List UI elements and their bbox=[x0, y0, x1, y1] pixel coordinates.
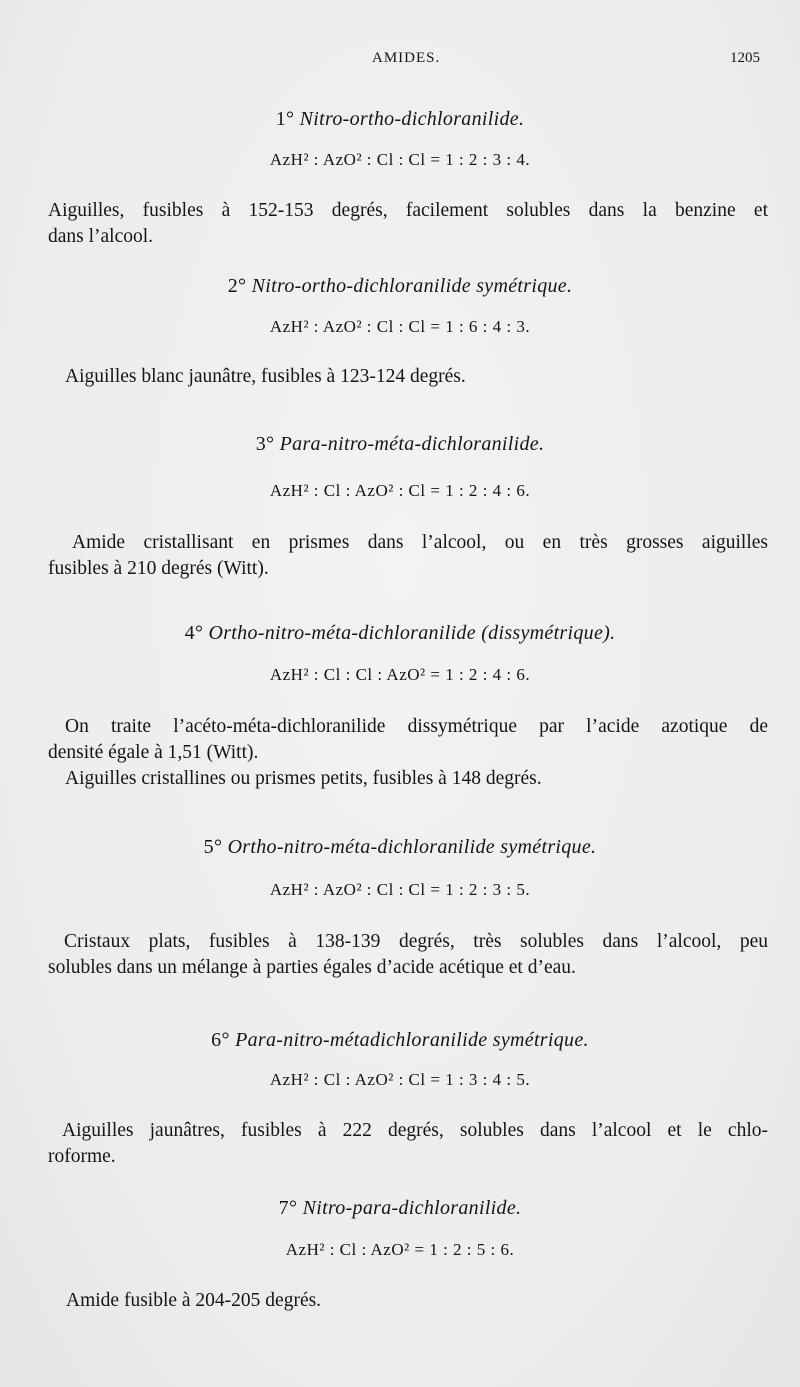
section-number: 4° bbox=[184, 622, 204, 644]
section-paragraph bbox=[48, 530, 768, 582]
paragraph-line: densité égale à 1,51 (Witt). bbox=[48, 742, 259, 763]
section-paragraph bbox=[48, 1118, 768, 1170]
section-name: Nitro-ortho-dichloranilide symétrique. bbox=[251, 275, 573, 297]
running-head bbox=[0, 50, 800, 72]
section-name: Para-nitro-métadichloranilide symétrique. bbox=[235, 1029, 589, 1051]
paragraph-line: On traite l’acéto-méta-dichloranilide dissymétrique par l’acide azotique de bbox=[65, 716, 768, 737]
paragraph-line: Aiguilles jaunâtres, fusibles à 222 degrés, solubles dans l’alcool et le chlo- bbox=[62, 1120, 768, 1141]
paragraph-line: roforme. bbox=[48, 1146, 116, 1167]
section-name: Nitro-para-dichloranilide. bbox=[302, 1197, 522, 1219]
section-heading bbox=[0, 622, 800, 645]
section-formula: AzH² : Cl : AzO² : Cl = 1 : 3 : 4 : 5. bbox=[269, 1070, 531, 1089]
section-paragraph bbox=[48, 714, 768, 766]
section-formula: AzH² : AzO² : Cl : Cl = 1 : 6 : 4 : 3. bbox=[269, 317, 531, 336]
section-heading bbox=[0, 1029, 800, 1052]
paragraph-line: Aiguilles cristallines ou prismes petits, fusibles à 148 degrés. bbox=[65, 768, 542, 789]
section-heading bbox=[0, 836, 800, 859]
section-name: Para-nitro-méta-dichloranilide. bbox=[279, 433, 545, 455]
section-heading bbox=[0, 275, 800, 298]
section-paragraph bbox=[48, 1288, 768, 1314]
section-formula: AzH² : AzO² : Cl : Cl = 1 : 2 : 3 : 5. bbox=[269, 880, 531, 899]
section-paragraph bbox=[48, 198, 768, 250]
section-name: Ortho-nitro-méta-dichloranilide symétrique. bbox=[227, 836, 597, 858]
paragraph-line: fusibles à 210 degrés (Witt). bbox=[48, 558, 269, 579]
paragraph-line: Aiguilles blanc jaunâtre, fusibles à 123-124 degrés. bbox=[65, 366, 466, 387]
paragraph-line: Cristaux plats, fusibles à 138-139 degrés, très solubles dans l’alcool, peu bbox=[64, 931, 768, 952]
paragraph-line: dans l’alcool. bbox=[48, 226, 154, 247]
section-formula: AzH² : Cl : AzO² = 1 : 2 : 5 : 6. bbox=[285, 1240, 515, 1259]
section-number: 5° bbox=[203, 836, 223, 858]
section-paragraph bbox=[48, 766, 768, 792]
paragraph-line: solubles dans un mélange à parties égales d’acide acétique et d’eau. bbox=[48, 957, 576, 978]
section-number: 7° bbox=[278, 1197, 298, 1219]
section-paragraph bbox=[48, 364, 768, 390]
section-number: 3° bbox=[255, 433, 275, 455]
page-number: 1205 bbox=[730, 50, 760, 66]
section-paragraph bbox=[48, 929, 768, 981]
section-formula: AzH² : AzO² : Cl : Cl = 1 : 2 : 3 : 4. bbox=[269, 150, 531, 169]
paragraph-line: Amide fusible à 204-205 degrés. bbox=[66, 1290, 322, 1311]
section-heading bbox=[0, 433, 800, 456]
section-formula: AzH² : Cl : Cl : AzO² = 1 : 2 : 4 : 6. bbox=[269, 665, 531, 684]
section-heading bbox=[0, 108, 800, 131]
section-number: 2° bbox=[227, 275, 247, 297]
section-number: 1° bbox=[275, 108, 295, 130]
running-title: AMIDES. bbox=[372, 50, 441, 66]
paragraph-line: Aiguilles, fusibles à 152-153 degrés, facilement solubles dans la benzine et bbox=[48, 200, 768, 221]
paragraph-line: Amide cristallisant en prismes dans l’alcool, ou en très grosses aiguilles bbox=[72, 532, 768, 553]
section-number: 6° bbox=[211, 1029, 230, 1051]
section-name: Nitro-ortho-dichloranilide. bbox=[299, 108, 525, 130]
section-name: Ortho-nitro-méta-dichloranilide (dissymétrique). bbox=[208, 622, 616, 644]
section-heading bbox=[0, 1197, 800, 1220]
section-formula: AzH² : Cl : AzO² : Cl = 1 : 2 : 4 : 6. bbox=[269, 481, 531, 500]
